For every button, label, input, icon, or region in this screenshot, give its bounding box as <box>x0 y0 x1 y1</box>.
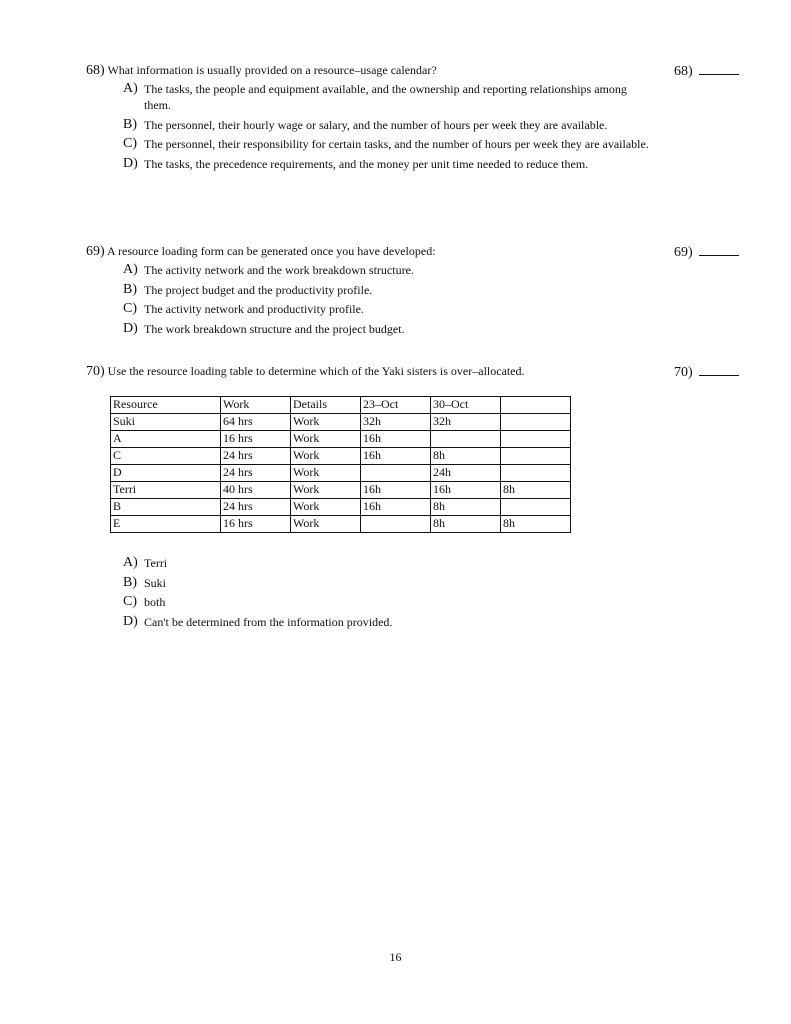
answer-slot-70 <box>674 363 739 381</box>
table-cell: 16h <box>361 482 431 499</box>
option-letter: D) <box>123 613 138 629</box>
option-text: The work breakdown structure and the project budget. <box>144 321 405 336</box>
option-text: Can't be determined from the information provided. <box>144 614 393 629</box>
table-cell: Work <box>291 414 361 431</box>
table-cell: Work <box>291 516 361 533</box>
header-cell: 30–Oct <box>431 397 501 414</box>
option-letter: B) <box>123 281 137 297</box>
option-d[interactable] <box>86 156 654 172</box>
question-70 <box>86 363 746 380</box>
table-row <box>111 414 571 431</box>
option-letter: C) <box>123 136 137 151</box>
table-cell: D <box>111 465 221 482</box>
table-cell: 32h <box>361 414 431 431</box>
table-cell: Work <box>291 465 361 482</box>
table-cell: Work <box>291 482 361 499</box>
table-cell: 24 hrs <box>221 499 291 516</box>
option-text: The project budget and the productivity profile. <box>144 282 373 297</box>
table-cell: Work <box>291 499 361 516</box>
table-cell: A <box>111 431 221 448</box>
table-cell: Terri <box>111 482 221 499</box>
resource-loading-table <box>110 396 571 533</box>
table-cell: 8h <box>501 482 571 499</box>
table-row <box>111 516 571 533</box>
table-cell <box>501 448 571 465</box>
option-d[interactable] <box>86 321 654 337</box>
table-cell: 16 hrs <box>221 516 291 533</box>
options-68 <box>86 81 746 172</box>
table-cell: C <box>111 448 221 465</box>
option-text: The tasks, the precedence requirements, and the money per unit time needed to reduce them. <box>144 156 589 171</box>
table-cell: 16h <box>361 431 431 448</box>
option-b[interactable] <box>86 117 654 133</box>
table-cell <box>501 499 571 516</box>
table-cell <box>361 516 431 533</box>
option-a[interactable] <box>86 262 654 278</box>
table-cell: 64 hrs <box>221 414 291 431</box>
table-cell <box>501 465 571 482</box>
option-letter: C) <box>123 301 137 316</box>
question-text: A resource loading form can be generated once you have developed: <box>107 244 436 258</box>
table-header-row <box>111 397 571 414</box>
answer-label: 69) <box>674 245 693 260</box>
question-69-stem <box>86 243 746 260</box>
answer-blank[interactable] <box>699 363 739 376</box>
option-a[interactable] <box>86 81 654 113</box>
option-letter: C) <box>123 594 137 609</box>
table-cell: Suki <box>111 414 221 431</box>
option-letter: B) <box>123 574 137 590</box>
answer-blank[interactable] <box>699 243 739 256</box>
option-b[interactable] <box>86 282 654 298</box>
question-69 <box>86 243 746 340</box>
table-cell: 16h <box>361 499 431 516</box>
answer-blank[interactable] <box>699 62 739 75</box>
option-c[interactable] <box>86 594 654 610</box>
table-cell: 24 hrs <box>221 465 291 482</box>
options-69 <box>86 262 746 337</box>
table-cell <box>501 431 571 448</box>
option-text: The activity network and productivity profile. <box>144 302 364 316</box>
option-text: The tasks, the people and equipment available, and the ownership and reporting relationships among them. <box>144 82 627 112</box>
table-cell: 24 hrs <box>221 448 291 465</box>
option-c[interactable] <box>86 136 654 152</box>
table-cell: 8h <box>501 516 571 533</box>
table-cell: 8h <box>431 516 501 533</box>
header-cell: 23–Oct <box>361 397 431 414</box>
question-text: Use the resource loading table to determine which of the Yaki sisters is over–allocated. <box>107 364 525 378</box>
option-text: The activity network and the work breakdown structure. <box>144 263 414 277</box>
header-cell: Resource <box>111 397 221 414</box>
question-68-stem <box>86 62 746 79</box>
answer-slot-68 <box>674 62 739 80</box>
option-text: The personnel, their responsibility for certain tasks, and the number of hours per week they are available. <box>144 137 649 151</box>
question-text: What information is usually provided on a resource–usage calendar? <box>107 63 437 77</box>
answer-label: 70) <box>674 365 693 380</box>
table-cell <box>431 431 501 448</box>
option-text: Terri <box>144 556 168 570</box>
question-68 <box>86 62 746 175</box>
option-letter: D) <box>123 320 138 336</box>
option-a[interactable] <box>86 555 654 571</box>
table-cell <box>501 414 571 431</box>
answer-label: 68) <box>674 64 693 79</box>
option-text: both <box>144 595 166 609</box>
table-cell: E <box>111 516 221 533</box>
table-row <box>111 482 571 499</box>
page-number: 16 <box>389 950 402 964</box>
option-c[interactable] <box>86 301 654 317</box>
option-text: Suki <box>144 575 167 590</box>
table-cell: 8h <box>431 448 501 465</box>
table-cell <box>361 465 431 482</box>
option-d[interactable] <box>86 614 654 630</box>
table-cell: 32h <box>431 414 501 431</box>
header-cell: Details <box>291 397 361 414</box>
header-cell <box>501 397 571 414</box>
option-letter: B) <box>123 116 137 132</box>
table-cell: Work <box>291 431 361 448</box>
option-letter: A) <box>123 81 138 96</box>
option-letter: A) <box>123 555 138 570</box>
question-number: 69) <box>86 244 105 259</box>
option-letter: A) <box>123 262 138 277</box>
table-row <box>111 448 571 465</box>
answer-slot-69 <box>674 243 739 261</box>
table-row <box>111 465 571 482</box>
question-number: 68) <box>86 63 105 78</box>
option-text: The personnel, their hourly wage or salary, and the number of hours per week they are available. <box>144 117 608 132</box>
option-letter: D) <box>123 155 138 171</box>
options-70 <box>86 555 746 633</box>
table-cell: 24h <box>431 465 501 482</box>
option-b[interactable] <box>86 575 654 591</box>
table-cell: 16h <box>431 482 501 499</box>
header-cell: Work <box>221 397 291 414</box>
table-cell: 40 hrs <box>221 482 291 499</box>
table-cell: 8h <box>431 499 501 516</box>
table-cell: Work <box>291 448 361 465</box>
table-cell: 16h <box>361 448 431 465</box>
table-row <box>111 431 571 448</box>
table-cell: B <box>111 499 221 516</box>
question-70-stem <box>86 363 746 380</box>
table-cell: 16 hrs <box>221 431 291 448</box>
question-number: 70) <box>86 364 105 379</box>
table-row <box>111 499 571 516</box>
